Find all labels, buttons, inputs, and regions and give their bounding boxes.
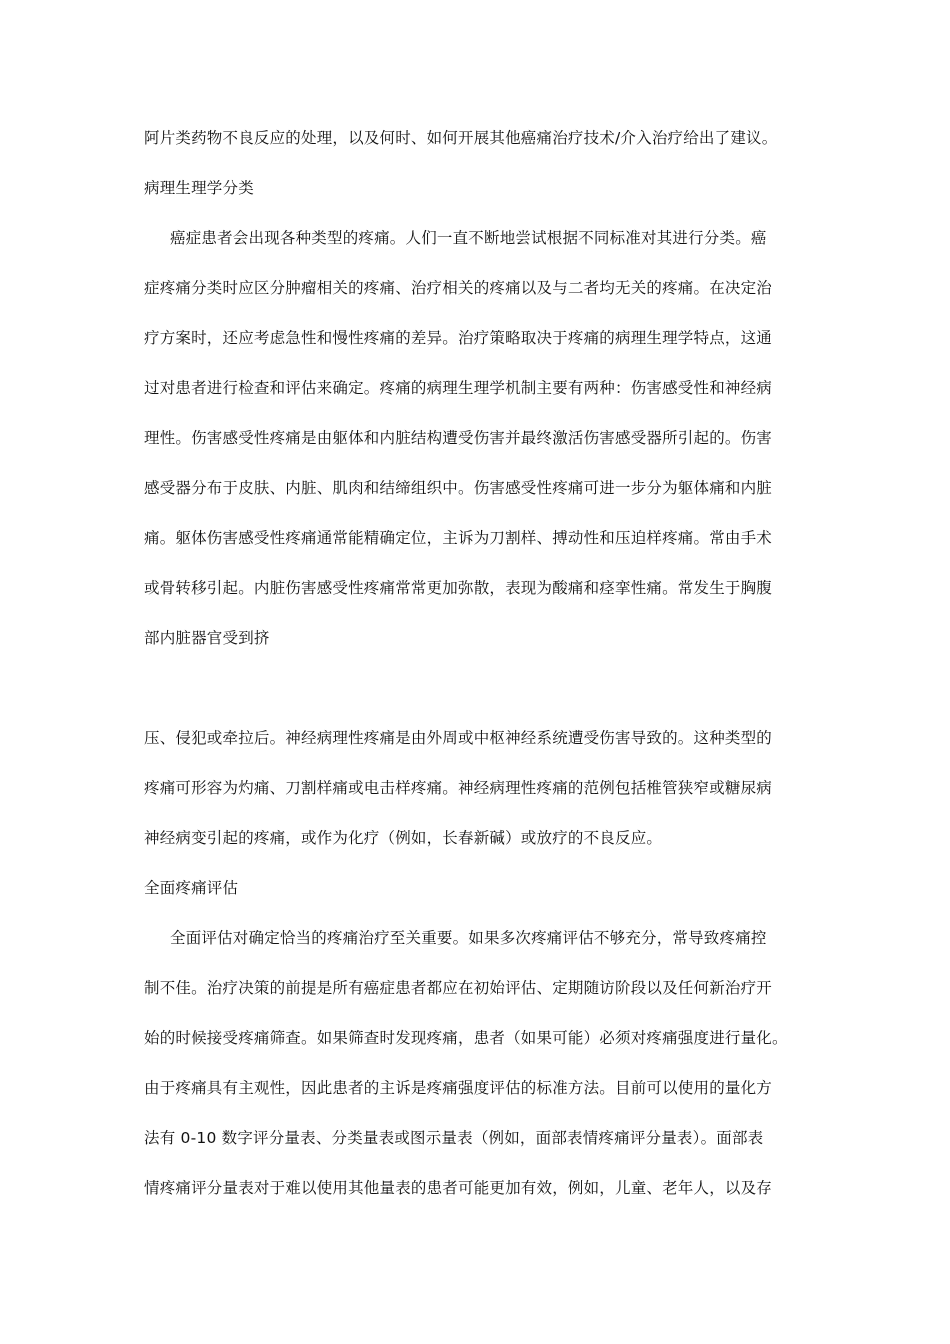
text-line: 始的时候接受疼痛筛查。如果筛查时发现疼痛，患者（如果可能）必须对疼痛强度进行量化。 <box>144 1029 788 1047</box>
text-line: 制不佳。治疗决策的前提是所有癌症患者都应在初始评估、定期随访阶段以及任何新治疗开 <box>144 979 773 997</box>
text-line: 由于疼痛具有主观性，因此患者的主诉是疼痛强度评估的标准方法。目前可以使用的量化方 <box>144 1079 773 1097</box>
text-line: 阿片类药物不良反应的处理，以及何时、如何开展其他癌痛治疗技术/介入治疗给出了建议。 <box>144 129 778 147</box>
section-heading-pain-assessment: 全面疼痛评估 <box>144 879 239 897</box>
text-line: 神经病变引起的疼痛，或作为化疗（例如，长春新碱）或放疗的不良反应。 <box>144 829 663 847</box>
text-line: 癌症患者会出现各种类型的疼痛。人们一直不断地尝试根据不同标准对其进行分类。癌 <box>170 229 767 247</box>
text-line: 疗方案时，还应考虑急性和慢性疼痛的差异。治疗策略取决于疼痛的病理生理学特点，这通 <box>144 329 773 347</box>
text-line: 症疼痛分类时应区分肿瘤相关的疼痛、治疗相关的疼痛以及与二者均无关的疼痛。在决定治 <box>144 279 773 297</box>
text-line: 全面评估对确定恰当的疼痛治疗至关重要。如果多次疼痛评估不够充分，常导致疼痛控 <box>170 929 767 947</box>
text-line: 理性。伤害感受性疼痛是由躯体和内脏结构遭受伤害并最终激活伤害感受器所引起的。伤害 <box>144 429 773 447</box>
text-line: 压、侵犯或牵拉后。神经病理性疼痛是由外周或中枢神经系统遭受伤害导致的。这种类型的 <box>144 729 773 747</box>
text-line: 过对患者进行检查和评估来确定。疼痛的病理生理学机制主要有两种：伤害感受性和神经病 <box>144 379 773 397</box>
section-heading-pathophysiology: 病理生理学分类 <box>144 179 254 197</box>
text-line: 感受器分布于皮肤、内脏、肌肉和结缔组织中。伤害感受性疼痛可进一步分为躯体痛和内脏 <box>144 479 773 497</box>
text-line: 部内脏器官受到挤 <box>144 629 270 647</box>
text-line: 情疼痛评分量表对于难以使用其他量表的患者可能更加有效，例如，儿童、老年人，以及存 <box>144 1179 773 1197</box>
text-line: 或骨转移引起。内脏伤害感受性疼痛常常更加弥散，表现为酸痛和痉挛性痛。常发生于胸腹 <box>144 579 773 597</box>
text-line: 痛。躯体伤害感受性疼痛通常能精确定位，主诉为刀割样、搏动性和压迫样疼痛。常由手术 <box>144 529 773 547</box>
text-line: 疼痛可形容为灼痛、刀割样痛或电击样疼痛。神经病理性疼痛的范例包括椎管狭窄或糖尿病 <box>144 779 773 797</box>
text-line: 法有 0-10 数字评分量表、分类量表或图示量表（例如，面部表情疼痛评分量表）。面部表 <box>144 1129 764 1147</box>
